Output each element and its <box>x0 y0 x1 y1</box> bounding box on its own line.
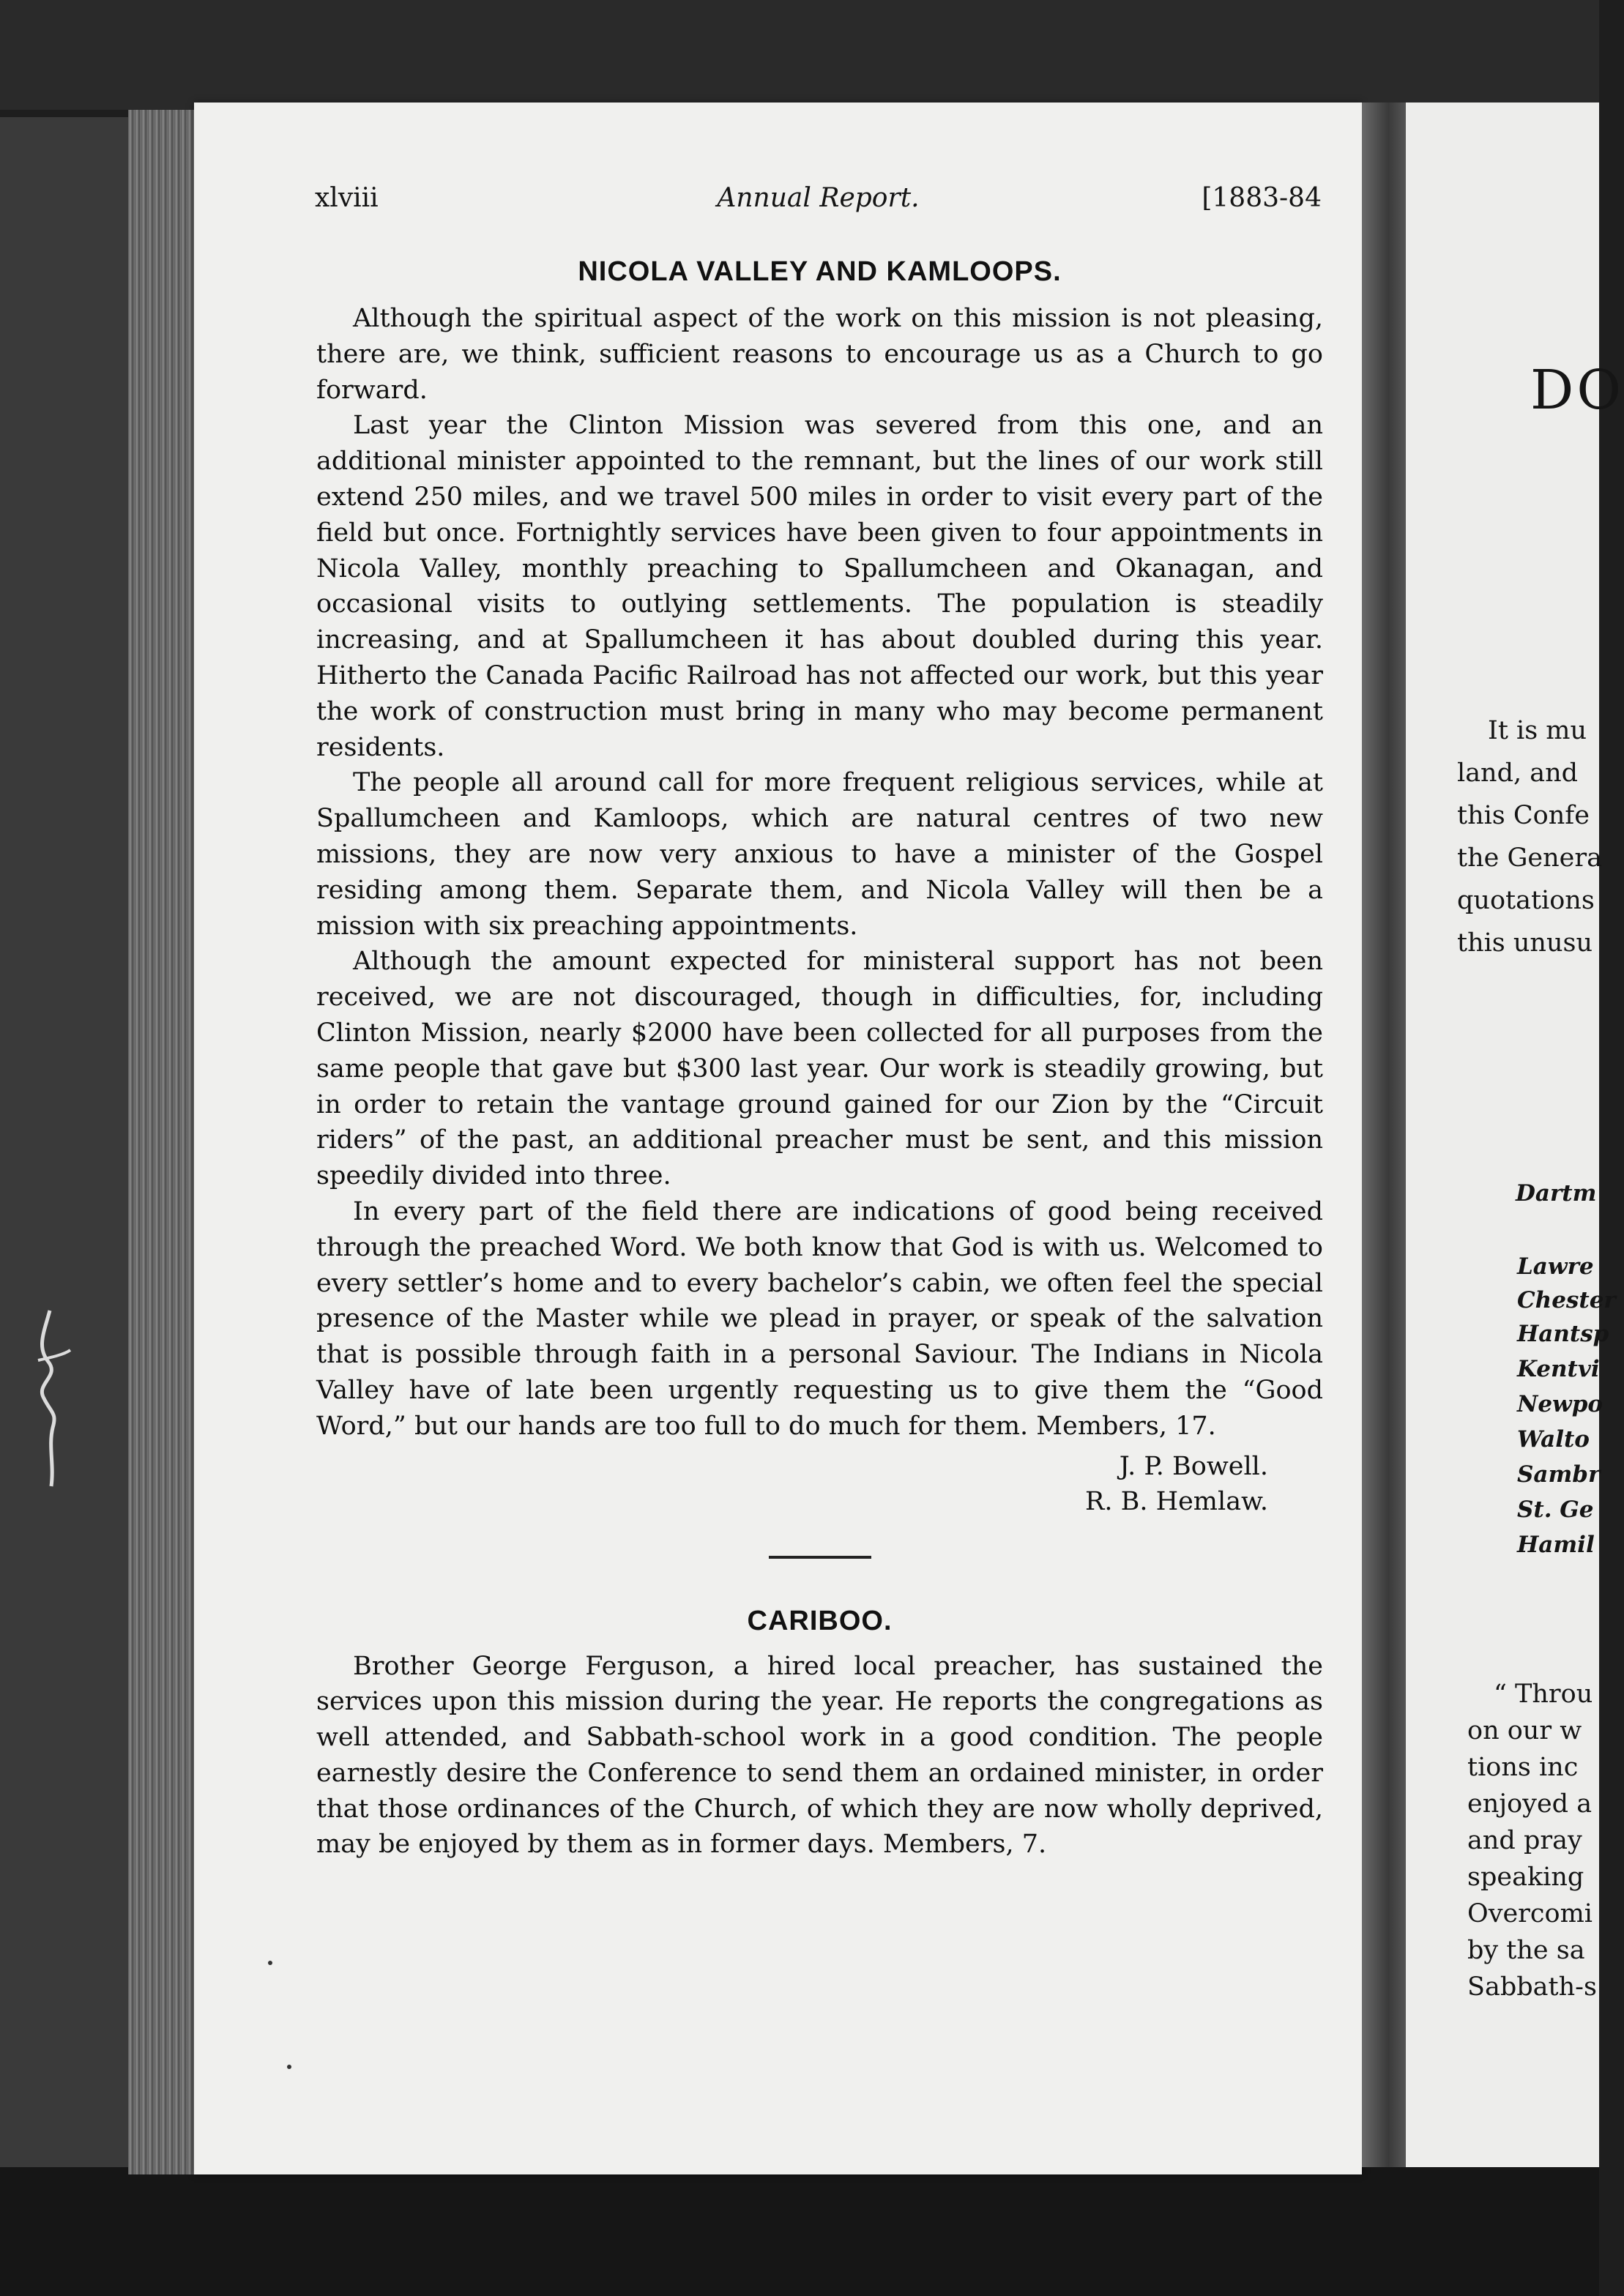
section-heading-nicola: NICOLA VALLEY AND KAMLOOPS. <box>578 256 1062 287</box>
right-page-line: Overcomi <box>1467 1899 1593 1928</box>
right-page-heading-fragment: DO <box>1530 359 1624 422</box>
right-page-line: this Confe <box>1457 801 1590 830</box>
running-title: Annual Report. <box>717 183 920 213</box>
paragraph: Although the spiritual aspect of the work on this mission is not pleasing, there are, we think, sufficient reasons to encourage us as a Church to go forward. <box>316 304 1323 405</box>
right-page-list-item: Hantsp <box>1517 1321 1609 1347</box>
right-page-line: and pray <box>1467 1826 1582 1855</box>
paragraph: Last year the Clinton Mission was severed from this one, and an additional minister appointed to the remnant, but the lines of our work still extend 250 miles, and we travel 500 miles in order to visit every part of the field but once. Fortnightly services have been given to four appointments in Nicola Valley, monthly preaching to Spallumcheen and Okanagan, and occasional visits to outlying settlements. The population is steadily increasing, and at Spallumcheen it has about doubled during this year. Hitherto the Canada Pacific Railroad has not affected our work, but this year the work of construction must bring in many who may become permanent residents. <box>316 411 1323 762</box>
right-page-line: “ Throu <box>1494 1680 1593 1709</box>
page-stack-edges <box>128 110 198 2174</box>
page-number: xlviii <box>315 183 379 213</box>
right-page-line: the Genera <box>1457 843 1602 873</box>
signature-block <box>316 1449 1323 1519</box>
scanner-background-top <box>0 0 1599 110</box>
right-page-list-item: Hamil <box>1517 1532 1595 1558</box>
right-page-line: this unusu <box>1457 928 1593 958</box>
right-page-line: by the sa <box>1467 1936 1585 1965</box>
right-page-line: land, and <box>1457 758 1579 788</box>
right-page-list-item: Kentvi <box>1517 1356 1600 1382</box>
page-speck <box>287 2065 291 2069</box>
paragraph: Although the amount expected for ministeral support has not been received, we are not discouraged, though in difficulties, for, including Clinton Mission, nearly $2000 have been collected for all purposes from the same people that gave but $300 last year. Our work is steadily growing, but in order to retain the vantage ground gained for our Zion by the “Circuit riders” of the past, an additional preacher must be sent, and this mission speedily divided into three. <box>316 947 1323 1191</box>
right-page-list-item: Chester <box>1517 1287 1616 1313</box>
right-page-line: Sabbath-s <box>1467 1972 1597 2002</box>
right-page-list-item: Sambr <box>1517 1461 1601 1488</box>
signature: R. B. Hemlaw. <box>1085 1486 1268 1516</box>
report-year: [1883-84 <box>1202 183 1322 213</box>
section-divider <box>769 1556 871 1559</box>
running-head <box>315 183 1322 220</box>
right-page-line: It is mu <box>1488 716 1587 745</box>
paragraph: The people all around call for more frequent religious services, while at Spallumcheen and Kamloops, which are natural centres of two new missions, they are now very anxious to have a minister of the Gospel residing among them. Separate them, and Nicola Valley will then be a mission with six preaching appointments. <box>316 768 1323 941</box>
right-page-list-item: Lawre <box>1517 1253 1594 1280</box>
right-page-italic-label: Dartm <box>1516 1180 1597 1207</box>
main-text-column <box>316 256 1323 1863</box>
section-heading-cariboo: CARIBOO. <box>747 1605 893 1636</box>
right-page-line: speaking <box>1467 1863 1584 1892</box>
book-gutter <box>1362 102 1406 2167</box>
scanner-background-bottom <box>0 2167 1599 2296</box>
right-page-line: enjoyed a <box>1467 1789 1593 1819</box>
right-page-line: on our w <box>1467 1716 1582 1745</box>
pencil-mark-icon <box>22 1303 73 1494</box>
book-cover-edge <box>0 117 128 2167</box>
right-page-list-item: Walto <box>1517 1426 1590 1453</box>
paragraph: In every part of the field there are indications of good being received through the preached Word. We both know that God is with us. Welcomed to every settler’s home and to every bachelor’s cabin, we often feel the special presence of the Master while we plead in prayer, or speak of the salvation that is possible through faith in a personal Saviour. The Indians in Nicola Valley have of late been urgently requesting us to give them the “Good Word,” but our hands are too full to do much for them. Members, 17. <box>316 1196 1323 1441</box>
signature: J. P. Bowell. <box>1119 1451 1268 1481</box>
right-page-list-item: St. Ge <box>1517 1496 1594 1523</box>
right-page-list-item: Newpo <box>1517 1391 1603 1417</box>
right-page-line: quotations <box>1457 886 1595 915</box>
right-page-line: tions inc <box>1467 1753 1579 1782</box>
page-speck <box>268 1961 272 1965</box>
paragraph: Brother George Ferguson, a hired local preacher, has sustained the services upon this mission during the year. He reports the congregations as well attended, and Sabbath-school work in a good condition. The people earnestly desire the Conference to send them an ordained minister, in order that those ordinances of the Church, of which they are now wholly deprived, may be enjoyed by them as in former days. Members, 7. <box>316 1651 1323 1860</box>
